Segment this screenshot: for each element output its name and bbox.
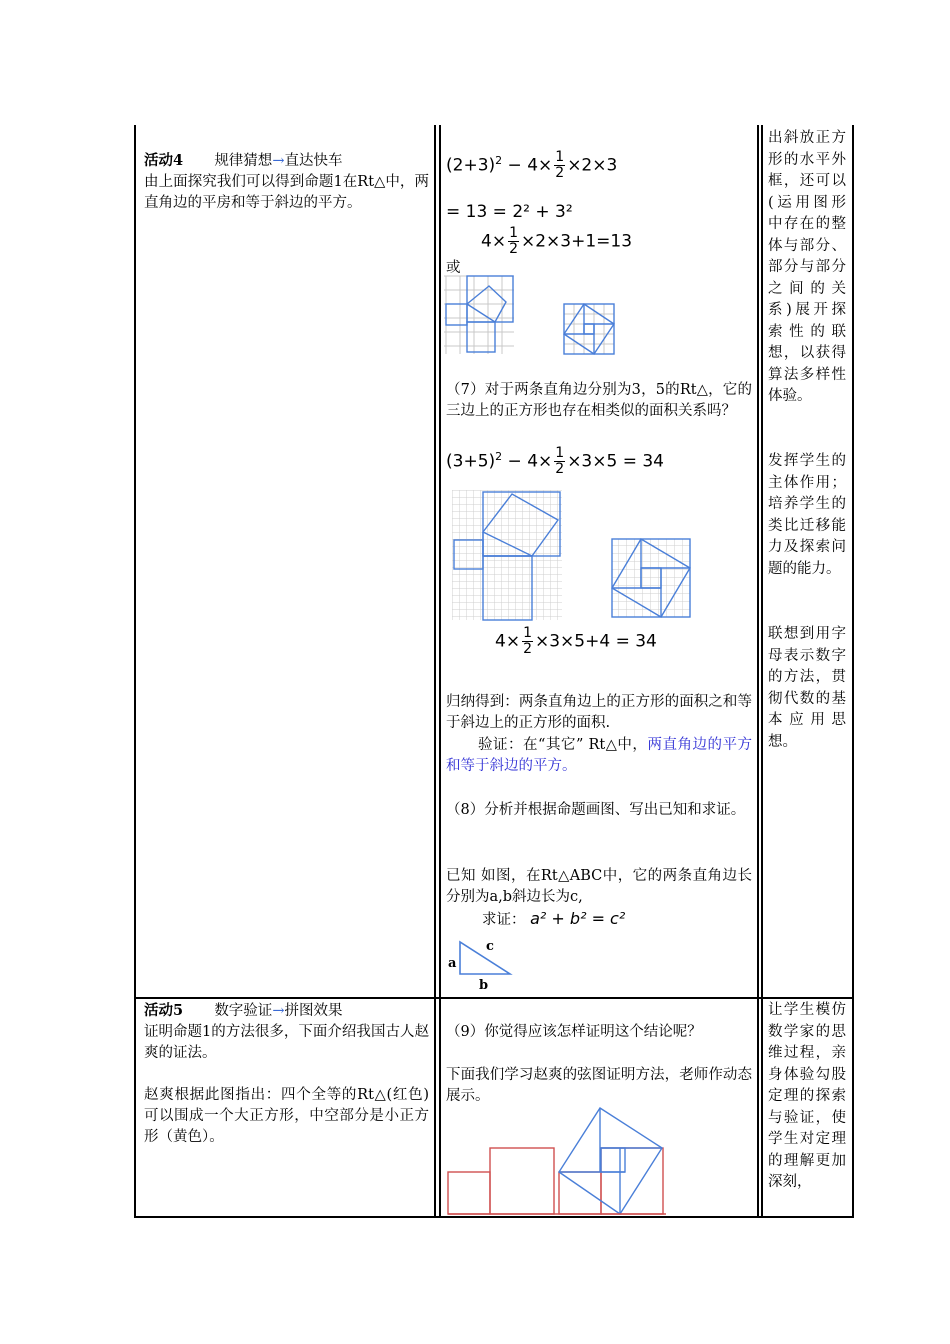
known-text: 已知 如图，在Rt△ABC中，它的两条直角边长分别为a,b斜边长为c, (446, 868, 752, 905)
triangle-label-a: a (448, 956, 457, 971)
teaching-note-4: 让学生模仿数学家的思维过程，亲身体验勾股定理的探索与验证，使学生对定理的理解更加深刻， (768, 1002, 846, 1190)
teaching-note-2: 发挥学生的主体作用；培养学生的类比迁移能力及探索问题的能力。 (768, 453, 846, 577)
activity5-heading (144, 1000, 429, 1022)
prove-line (482, 908, 625, 931)
activity5-body-2: 赵爽根据此图指出：四个全等的Rt△(红色)可以围成一个大正方形，中空部分是小正方形（黄色）。 (144, 1087, 429, 1145)
zhao-shuang-string-diagram (444, 1104, 666, 1216)
table-col-divider-1 (434, 125, 436, 1217)
activity4-subtitle-a: 规律猜想 (214, 153, 273, 169)
question-8: （8）分析并根据命题画图、写出已知和求证。 (446, 802, 746, 818)
pythagoras-grid-figure-3 (452, 490, 564, 622)
pythagoras-grid-figure-2 (562, 302, 618, 358)
fraction-half: $\frac{1}{2}$ (555, 149, 565, 181)
table-col-divider-2 (757, 125, 759, 1217)
equation-1-line-2: = 13 = 2² + 3² (446, 202, 573, 222)
table-left-border (134, 125, 136, 1217)
equation-2: 4× $\frac{1}{2}$ ×2×3+1=13 (481, 225, 633, 257)
activity5-title: 活动5 (144, 1002, 184, 1019)
verify-highlight: 两直角边的平方和等于斜边的平方。 (446, 737, 752, 774)
table-bottom-border (134, 1216, 854, 1218)
activity4-title: 活动4 (144, 152, 184, 169)
triangle-label-b: b (479, 978, 489, 993)
activity4-cell (144, 150, 429, 214)
arrow-icon: → (272, 1003, 285, 1019)
teaching-note-3: 联想到用字母表示数字的方法，贯彻代数的基本应用思想。 (768, 626, 846, 750)
zhao-shuang-intro: 下面我们学习赵爽的弦图证明方法，老师作动态展示。 (446, 1067, 752, 1104)
prove-label: 求证： (482, 912, 526, 928)
or-label: 或 (446, 260, 461, 276)
pythagoras-grid-figure-4 (610, 537, 692, 619)
question-7: （7）对于两条直角边分别为3，5的Rt△，它的三边上的正方形也存在相类似的面积关系吗？ (446, 382, 752, 419)
table-col-divider-1b (439, 125, 441, 1217)
verify-text: 验证：在“其它” Rt△中，两直角边的平方和等于斜边的平方。 (446, 737, 752, 774)
equation-3: $(3+5)^2 - 4\times$ $\frac{1}{2}$ ×3×5 = 34 (446, 445, 664, 477)
question-9: （9）你觉得应该怎样证明这个结论呢？ (446, 1024, 702, 1040)
activity5-body-1: 证明命题1的方法很多，下面介绍我国古人赵爽的证法。 (144, 1024, 429, 1061)
arrow-icon: → (272, 153, 285, 169)
pythagoras-grid-figure-1 (444, 274, 516, 356)
summary-text: 归纳得到：两条直角边上的正方形的面积之和等于斜边上的正方形的面积. (446, 694, 752, 731)
teaching-note-1: 出斜放正方形的水平外框，还可以(运用图形中存在的整体与部分、部分与部分之间的关系)展开探索性的联想，以获得算法多样性体验。 (768, 130, 846, 404)
table-right-border (852, 125, 854, 1217)
triangle-label-c: c (486, 939, 494, 954)
activity4-heading (144, 150, 429, 172)
activity5-subtitle-a: 数字验证 (214, 1003, 273, 1019)
equation-1-line-1: $(2+3)^2 - 4\times$ $\frac{1}{2}$ ×2×3 (446, 149, 618, 181)
prove-formula: a² + b² = c² (530, 909, 626, 928)
table-col-divider-2b (761, 125, 763, 1217)
equation-4: 4× $\frac{1}{2}$ ×3×5+4 = 34 (495, 625, 657, 657)
activity5-subtitle-b: 拼图效果 (284, 1003, 343, 1019)
table-row-divider (134, 997, 854, 999)
activity4-body: 由上面探究我们可以得到命题1在Rt△中，两直角边的平房和等于斜边的平方。 (144, 174, 429, 211)
activity4-subtitle-b: 直达快车 (284, 153, 343, 169)
activity5-cell (144, 1000, 429, 1148)
